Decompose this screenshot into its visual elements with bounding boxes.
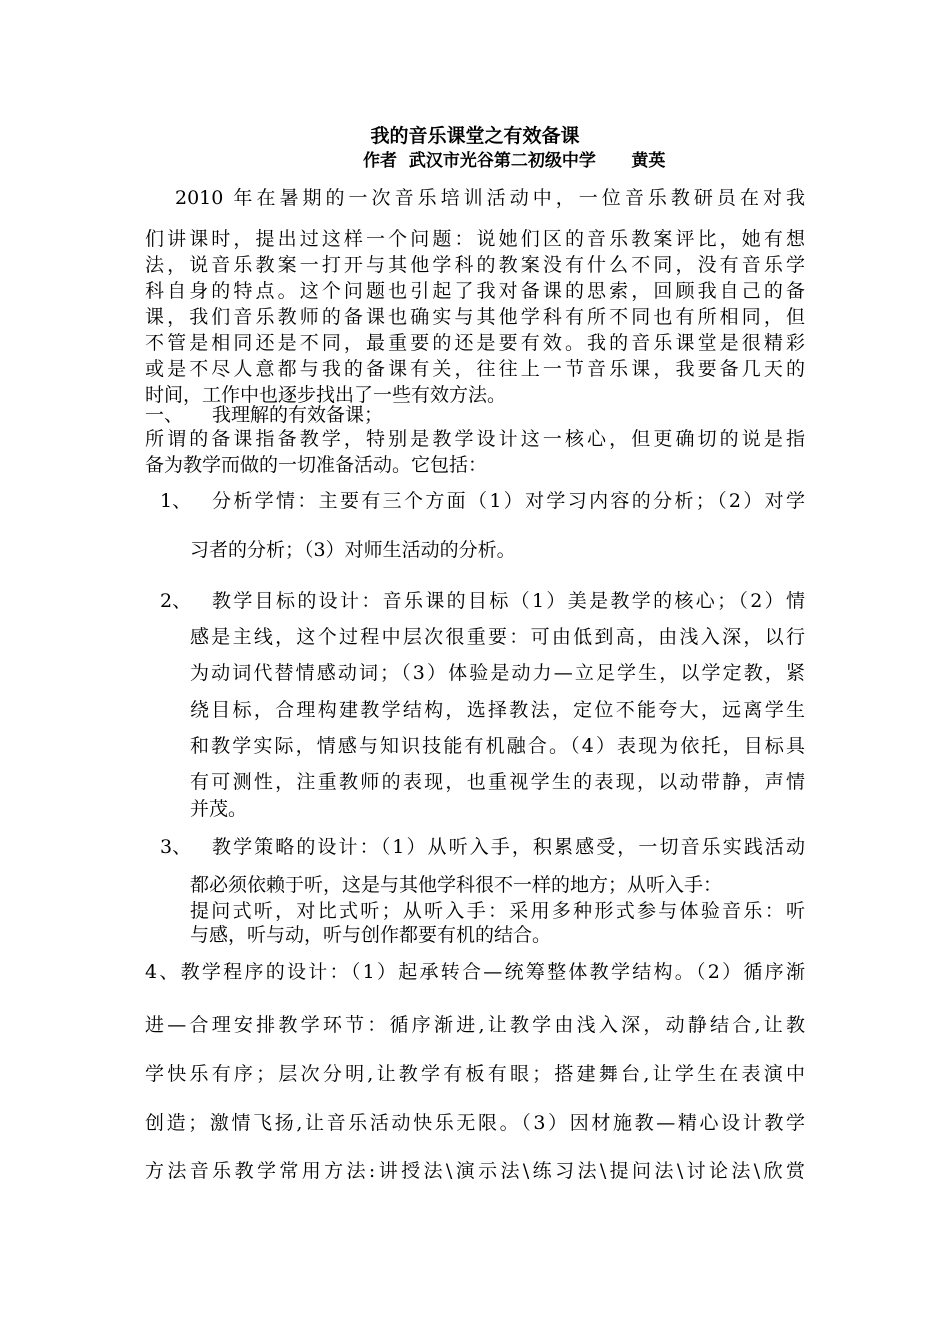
intro-line: 课，我们音乐教师的备课也确实与其他学科有所不同也有所相同，但 xyxy=(145,306,805,328)
list-item-line: 并茂。 xyxy=(190,798,248,820)
list-item-line: 和教学实际，情感与知识技能有机融合。（4）表现为依托，目标具 xyxy=(190,735,805,757)
section-number: 一、 xyxy=(145,404,184,426)
list-item-line: 都必须依赖于听，这是与其他学科很不一样的地方；从听入手： xyxy=(190,874,723,896)
intro-line: 或是不尽人意都与我的备课有关，往往上一节音乐课，我要备几天的 xyxy=(145,358,805,380)
list-number: 3、 xyxy=(160,836,192,858)
list-item-line: 教学目标的设计：音乐课的目标（1）美是教学的核心；（2）情 xyxy=(212,590,805,612)
list-number: 2、 xyxy=(160,590,192,612)
list-item-line: 绕目标，合理构建教学结构，选择教法，定位不能夸大，远离学生 xyxy=(190,699,805,721)
list-item-line: 习者的分析；（3）对师生活动的分析。 xyxy=(190,539,516,561)
list-item-line: 有可测性，注重教师的表现，也重视学生的表现，以动带静，声情 xyxy=(190,771,805,793)
intro-line: 们讲课时，提出过这样一个问题：说她们区的音乐教案评比，她有想 xyxy=(145,228,805,250)
list-item-line: 方法音乐教学常用方法:讲授法\演示法\练习法\提问法\讨论法\欣赏 xyxy=(145,1160,805,1182)
list-item-line: 学快乐有序；层次分明,让教学有板有眼；搭建舞台,让学生在表演中 xyxy=(145,1063,805,1085)
intro-line: 法，说音乐教案一打开与其他学科的教案没有什么不同，没有音乐学 xyxy=(145,254,805,276)
list-item-line: 提问式听，对比式听；从听入手：采用多种形式参与体验音乐：听 xyxy=(190,900,805,922)
list-item-line: 为动词代替情感动词；（3）体验是动力—立足学生，以学定教，紧 xyxy=(190,662,805,684)
section-heading: 我理解的有效备课； xyxy=(212,404,384,426)
definition-line: 备为教学而做的一切准备活动。它包括： xyxy=(145,454,488,476)
list-item-line: 进—合理安排教学环节：循序渐进,让教学由浅入深，动静结合,让教 xyxy=(145,1014,805,1036)
list-item-line: 分析学情：主要有三个方面（1）对学习内容的分析；（2）对学 xyxy=(212,490,805,512)
list-item-line: 4、教学程序的设计：（1）起承转合—统筹整体教学结构。（2）循序渐 xyxy=(145,961,805,983)
intro-line: 2010 年在暑期的一次音乐培训活动中，一位音乐教研员在对我 xyxy=(175,187,805,209)
intro-line: 科自身的特点。这个问题也引起了我对备课的思索，回顾我自己的备 xyxy=(145,280,805,302)
list-item-line: 与感，听与动，听与创作都要有机的结合。 xyxy=(190,924,552,946)
definition-line: 所谓的备课指备教学，特别是教学设计这一核心，但更确切的说是指 xyxy=(145,428,805,450)
intro-line: 时间，工作中也逐步找出了一些有效方法。 xyxy=(145,384,507,406)
document-title: 我的音乐课堂之有效备课 xyxy=(370,125,580,147)
list-item-line: 创造；激情飞扬,让音乐活动快乐无限。（3）因材施教—精心设计教学 xyxy=(145,1112,805,1134)
list-item-line: 教学策略的设计：（1）从听入手，积累感受，一切音乐实践活动 xyxy=(212,836,805,858)
intro-line: 不管是相同还是不同，最重要的还是要有效。我的音乐课堂是很精彩 xyxy=(145,332,805,354)
author-line: 作者 武汉市光谷第二初级中学 黄英 xyxy=(363,151,666,171)
list-item-line: 感是主线，这个过程中层次很重要：可由低到高，由浅入深，以行 xyxy=(190,626,805,648)
list-number: 1、 xyxy=(160,490,192,512)
